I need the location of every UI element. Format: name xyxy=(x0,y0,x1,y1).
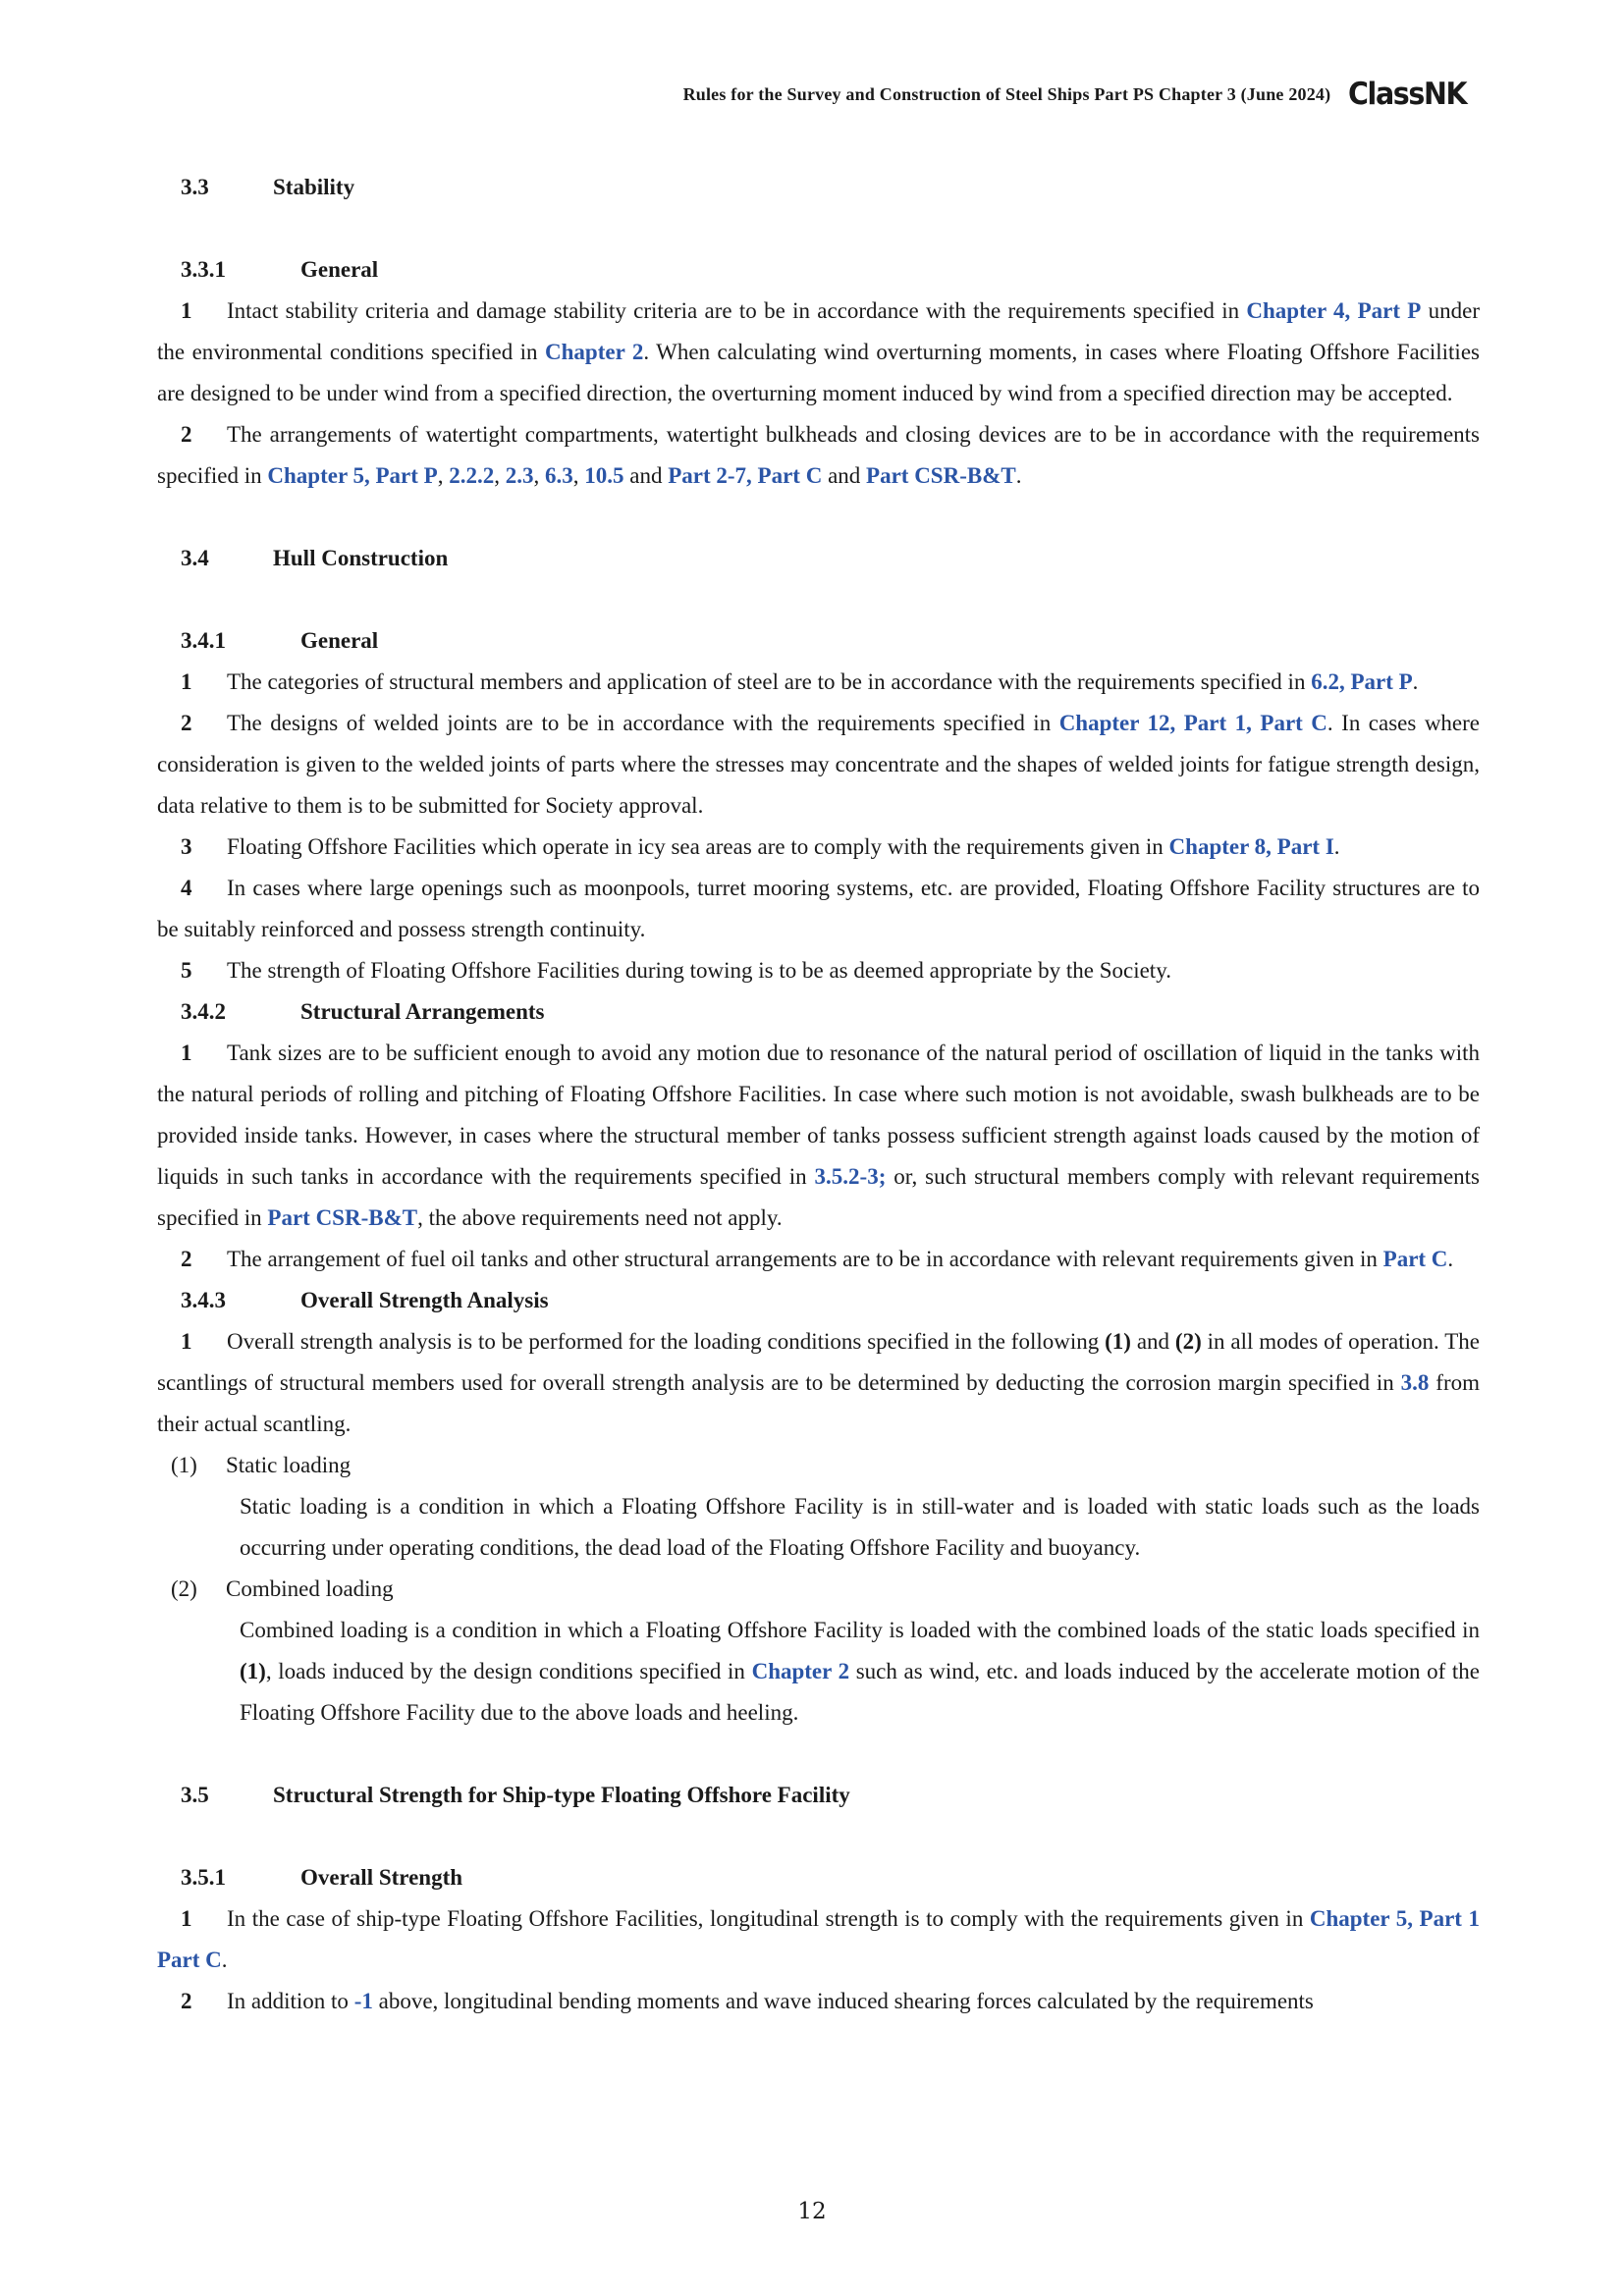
reference-link[interactable]: -1 xyxy=(353,1989,373,2013)
paragraph-3-4-2-2: 2 The arrangement of fuel oil tanks and other structural arrangements are to be in accordance with relevant requirements given in Part C. xyxy=(181,1247,1454,1271)
paragraph-3-4-1-1: 1 The categories of structural members and application of steel are to be in accordance with the requirements specified in 6.2, Part P. xyxy=(181,669,1419,694)
paragraph-3-3-1-1: 1 Intact stability criteria and damage stability criteria are to be in accordance with the requirements specified in Chapter 4, Part P under the environmental conditions specified in Chapter 2. When calculating wind overturning moments, in cases where Floating Offshore Facilities are designed to be under wind from a specified direction, the overturning moment induced by wind from a specified direction may be accepted. xyxy=(157,298,1481,405)
reference-link[interactable]: Chapter 2 xyxy=(751,1659,850,1683)
document-body xyxy=(157,167,1480,2022)
list-item-combined-loading: (2) Combined loading xyxy=(171,1576,394,1601)
subsection-heading-3-4-3: 3.4.3 Overall Strength Analysis xyxy=(181,1288,549,1312)
reference-link[interactable]: Chapter 8, Part I xyxy=(1168,834,1334,859)
paragraph-3-4-3-1: 1 Overall strength analysis is to be performed for the loading conditions specified in the following (1) and (2) in all modes of operation. The scantlings of structural members used for overall strength analysis are to be determined by deducting the corrosion margin specified in 3.8 from their actual scantling. xyxy=(157,1329,1480,1436)
paragraph-3-3-1-2: 2 The arrangements of watertight compartments, watertight bulkheads and closing devices are to be in accordance with the requirements specified in Chapter 5, Part P, 2.2.2, 2.3, 6.3, 10.5 and Part 2-7, Part C and Part CSR-B&T. xyxy=(157,422,1480,488)
reference-link[interactable]: Part CSR-B&T xyxy=(866,463,1016,488)
list-item-static-loading: (1) Static loading xyxy=(171,1453,352,1477)
paragraph-3-4-1-2: 2 The designs of welded joints are to be in accordance with the requirements specified in Chapter 12, Part 1, Part C. In cases where consideration is given to the welded joints of parts where the stresses may concentrate and the shapes of welded joints for fatigue strength design, data relative to them is to be submitted for Society approval. xyxy=(157,711,1481,818)
section-heading-3-5: 3.5 Structural Strength for Ship-type Floating Offshore Facility xyxy=(181,1783,850,1807)
reference-link[interactable]: 6.2, Part P xyxy=(1311,669,1413,694)
subsection-heading-3-4-2: 3.4.2 Structural Arrangements xyxy=(181,999,545,1024)
reference-link[interactable]: 3.5.2-3; xyxy=(814,1164,887,1189)
reference-link[interactable]: 2.3 xyxy=(505,463,534,488)
reference-link[interactable]: Part C xyxy=(1382,1247,1448,1271)
reference-link[interactable]: Chapter 5, Part 1 Part C xyxy=(157,1906,1480,1972)
reference-link[interactable]: Part 2-7, Part C xyxy=(668,463,823,488)
reference-link[interactable]: Chapter 12, Part 1, Part C xyxy=(1058,711,1327,735)
subsection-heading-3-3-1: 3.3.1 General xyxy=(181,257,379,282)
reference-link[interactable]: Chapter 4, Part P xyxy=(1246,298,1422,323)
paragraph-3-4-2-1: 1 Tank sizes are to be sufficient enough to avoid any motion due to resonance of the natural period of oscillation of liquid in the tanks with the natural periods of rolling and pitching of Floating Offshore Facilities. In case where such motion is not avoidable, swash bulkheads are to be provided inside tanks. However, in cases where the structural member of tanks possess sufficient strength against loads caused by the motion of liquids in such tanks in accordance with the requirements specified in 3.5.2-3; or, such structural members comply with relevant requirements specified in Part CSR-B&T, the above requirements need not apply. xyxy=(157,1041,1480,1230)
subsection-heading-3-4-1: 3.4.1 General xyxy=(181,628,379,653)
header-title: Rules for the Survey and Construction of Steel Ships Part PS Chapter 3 (June 2024) xyxy=(682,83,1331,104)
reference-link[interactable]: 3.8 xyxy=(1400,1370,1430,1395)
reference-link[interactable]: Part CSR-B&T xyxy=(267,1205,418,1230)
classnk-logo: ClassNK xyxy=(1348,77,1467,112)
paragraph-3-4-1-5: 5 The strength of Floating Offshore Facilities during towing is to be as deemed appropriate by the Society. xyxy=(181,958,1171,983)
paragraph-3-5-1-2: 2 In addition to -1 above, longitudinal bending moments and wave induced shearing forces calculated by the requirements xyxy=(181,1989,1314,2013)
reference-link[interactable]: 10.5 xyxy=(584,463,624,488)
subsection-heading-3-5-1: 3.5.1 Overall Strength xyxy=(181,1865,463,1890)
page-header xyxy=(683,77,1477,112)
list-item-body: Static loading is a condition in which a Floating Offshore Facility is in still-water and is loaded with static loads such as the loads occurring under operating conditions, the dead load of the Floating Offshore Facility and buoyancy. xyxy=(240,1494,1480,1560)
reference-link[interactable]: 2.2.2 xyxy=(449,463,495,488)
page-number: 12 xyxy=(797,2199,827,2224)
section-heading-3-4: 3.4 Hull Construction xyxy=(181,546,449,570)
list-item-body: Combined loading is a condition in which a Floating Offshore Facility is loaded with the combined loads of the static loads specified in (1), loads induced by the design conditions specified in Chapter 2 such as wind, etc. and loads induced by the accelerate motion of the Floating Offshore Facility due to the above loads and heeling. xyxy=(240,1618,1480,1725)
reference-link[interactable]: Chapter 2 xyxy=(545,340,644,364)
paragraph-3-4-1-4: 4 In cases where large openings such as moonpools, turret mooring systems, etc. are provided, Floating Offshore Facility structures are to be suitably reinforced and possess strength continuity. xyxy=(157,876,1480,941)
reference-link[interactable]: Chapter 5, Part P xyxy=(267,463,438,488)
paragraph-3-4-1-3: 3 Floating Offshore Facilities which operate in icy sea areas are to comply with the requirements given in Chapter 8, Part I. xyxy=(181,834,1340,859)
reference-link[interactable]: 6.3 xyxy=(544,463,573,488)
section-heading-3-3: 3.3 Stability xyxy=(181,175,355,199)
paragraph-3-5-1-1: 1 In the case of ship-type Floating Offshore Facilities, longitudinal strength is to comply with the requirements given in Chapter 5, Part 1 Part C. xyxy=(157,1906,1480,1972)
